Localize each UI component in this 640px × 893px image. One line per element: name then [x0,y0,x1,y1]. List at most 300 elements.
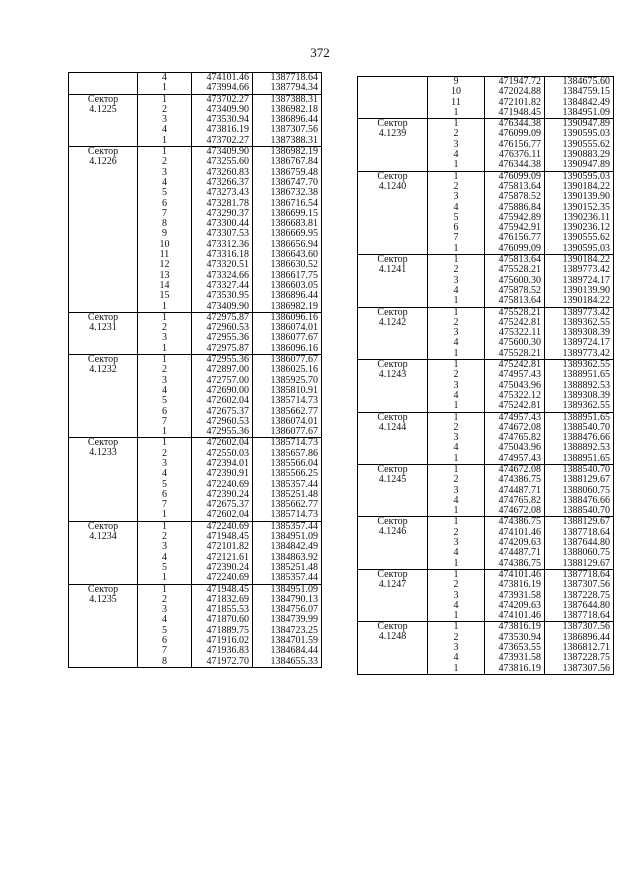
point-number: 2 [138,365,192,375]
coord-x: 473702.27 [192,94,253,105]
coord-x: 472390.91 [192,469,253,479]
point-number: 4 [428,150,485,160]
coord-y: 1386656.94 [253,240,322,250]
coord-x: 474487.71 [485,548,545,558]
coord-y: 1390595.03 [545,129,614,139]
point-number: 3 [428,381,485,391]
coord-x: 475878.52 [485,192,545,202]
point-number: 2 [138,449,192,459]
coord-x: 472240.69 [192,573,253,584]
coord-x: 471948.45 [192,532,253,542]
coord-y: 1389724.17 [545,338,614,348]
point-number: 7 [138,417,192,427]
coord-x: 476099.09 [485,244,545,255]
point-number: 4 [428,338,485,348]
coord-y: 1385251.48 [253,490,322,500]
coord-x: 471948.45 [192,584,253,595]
coord-x: 474672.08 [485,464,545,475]
point-number: 4 [428,391,485,401]
coord-x: 474101.46 [485,611,545,622]
coord-y: 1386096.16 [253,344,322,355]
coord-y: 1384723.25 [253,626,322,636]
point-number: 5 [138,480,192,490]
coord-x: 472955.36 [192,333,253,343]
point-number: 3 [428,486,485,496]
coord-x: 472955.36 [192,355,253,366]
coord-y: 1390139.90 [545,192,614,202]
point-number: 5 [138,396,192,406]
sector-name: Сектор 4.1235 [69,584,138,667]
coord-x: 471948.45 [485,108,545,119]
point-number: 4 [428,496,485,506]
coord-x: 472602.04 [192,510,253,521]
point-number: 4 [138,615,192,625]
coord-x: 476156.77 [485,233,545,243]
coord-x: 473931.58 [485,591,545,601]
coord-y: 1386699.15 [253,209,322,219]
coord-y: 1390595.03 [545,171,614,182]
coord-x: 471947.72 [485,77,545,88]
coord-x: 472240.69 [192,521,253,532]
coordinates-table-left [68,72,322,668]
sector-name: Сектор 4.1241 [358,255,428,307]
page-number: 372 [310,45,330,60]
table-body-right [358,77,614,675]
coord-x: 471889.75 [192,626,253,636]
sector-name: Сектор 4.1239 [358,119,428,171]
coord-x: 473530.94 [192,115,253,125]
coord-x: 475242.81 [485,360,545,371]
coord-x: 472975.87 [192,344,253,355]
sector-name: Сектор 4.1245 [358,464,428,516]
coord-y: 1388951.65 [545,370,614,380]
coord-x: 474487.71 [485,486,545,496]
coord-x: 473816.19 [485,622,545,633]
point-number: 1 [428,569,485,580]
coord-y: 1386077.67 [253,333,322,343]
coord-x: 475242.81 [485,401,545,412]
coord-x: 472121.61 [192,553,253,563]
coord-y: 1386812.71 [545,643,614,653]
coord-x: 476099.09 [485,171,545,182]
coord-x: 475528.21 [485,265,545,275]
coord-x: 474672.08 [485,506,545,517]
coord-x: 475813.64 [485,182,545,192]
point-number: 2 [428,528,485,538]
coord-x: 475528.21 [485,307,545,318]
coord-y: 1386896.44 [253,115,322,125]
coord-y: 1386096.16 [253,312,322,323]
coord-x: 474386.75 [485,559,545,570]
coord-x: 472897.00 [192,365,253,375]
point-number: 2 [428,475,485,485]
point-number: 2 [428,370,485,380]
coord-x: 473409.90 [192,302,253,313]
point-number: 2 [138,105,192,115]
coord-y: 1384842.49 [545,98,614,108]
coord-y: 1387718.64 [545,528,614,538]
coord-x: 476344.38 [485,119,545,130]
sector-name: Сектор 4.1226 [69,147,138,313]
point-number: 4 [428,653,485,663]
point-number: 3 [138,168,192,178]
coord-x: 471972.70 [192,657,253,668]
coord-y: 1386747.70 [253,178,322,188]
coord-x: 476099.09 [485,129,545,139]
coord-y: 1385714.73 [253,396,322,406]
coord-y: 1390947.89 [545,119,614,130]
coord-y: 1388060.75 [545,548,614,558]
point-number: 12 [138,260,192,270]
point-number: 2 [138,323,192,333]
coord-x: 473702.27 [192,136,253,147]
coord-y: 1384951.09 [253,532,322,542]
point-number: 4 [428,203,485,213]
coord-y: 1390883.29 [545,150,614,160]
coord-y: 1389724.17 [545,276,614,286]
coord-x: 472975.87 [192,312,253,323]
point-number: 11 [138,250,192,260]
point-number: 15 [138,291,192,301]
coord-x: 472101.82 [485,98,545,108]
coord-y: 1388540.70 [545,464,614,475]
sector-name: Сектор 4.1242 [358,307,428,359]
coord-y: 1389362.55 [545,401,614,412]
sector-name: Сектор 4.1247 [358,569,428,621]
point-number: 7 [138,209,192,219]
coord-y: 1387718.64 [253,73,322,84]
coord-y: 1390184.22 [545,296,614,307]
point-number: 2 [138,595,192,605]
coord-x: 475813.64 [485,255,545,266]
point-number: 6 [428,223,485,233]
coord-y: 1387228.75 [545,653,614,663]
coord-y: 1387644.80 [545,538,614,548]
point-number: 1 [428,412,485,423]
coord-y: 1390947.89 [545,160,614,171]
point-number: 1 [428,255,485,266]
coord-x: 476344.38 [485,160,545,171]
coord-y: 1386759.48 [253,168,322,178]
point-number: 2 [138,157,192,167]
coord-y: 1387228.75 [545,591,614,601]
coord-x: 473931.58 [485,653,545,663]
coord-y: 1387388.31 [253,136,322,147]
coord-x: 475600.30 [485,338,545,348]
point-number: 1 [428,171,485,182]
coord-x: 473409.90 [192,147,253,158]
coord-x: 473300.44 [192,219,253,229]
point-number: 5 [138,626,192,636]
point-number: 1 [428,506,485,517]
coord-y: 1384756.07 [253,605,322,615]
point-number: 3 [428,538,485,548]
coord-x: 472690.00 [192,386,253,396]
sector-name: Сектор 4.1232 [69,355,138,438]
coord-x: 474765.82 [485,496,545,506]
point-number: 4 [138,178,192,188]
point-number: 1 [428,296,485,307]
coord-x: 472960.53 [192,323,253,333]
point-number: 1 [428,611,485,622]
coord-x: 475322.11 [485,328,545,338]
point-number: 2 [428,129,485,139]
coord-x: 472602.04 [192,438,253,449]
sector-name [358,77,428,119]
point-number: 9 [138,229,192,239]
point-number: 3 [138,333,192,343]
coord-x: 475886.84 [485,203,545,213]
coord-y: 1388540.70 [545,423,614,433]
coord-x: 475043.96 [485,443,545,453]
point-number: 3 [138,605,192,615]
coord-y: 1389773.42 [545,349,614,360]
point-number: 3 [428,591,485,601]
coord-x: 474101.46 [485,569,545,580]
point-number: 7 [138,500,192,510]
coord-y: 1386982.19 [253,147,322,158]
coord-y: 1388476.66 [545,496,614,506]
point-number: 1 [138,302,192,313]
coord-x: 476156.77 [485,140,545,150]
coord-x: 475813.64 [485,296,545,307]
point-number: 8 [138,219,192,229]
point-number: 1 [138,584,192,595]
coord-y: 1385566.25 [253,469,322,479]
point-number: 3 [428,276,485,286]
coord-x: 474957.43 [485,370,545,380]
coord-y: 1385357.44 [253,573,322,584]
sector-name: Сектор 4.1231 [69,312,138,354]
coord-y: 1390236.12 [545,223,614,233]
coord-x: 471832.69 [192,595,253,605]
point-number: 1 [428,108,485,119]
sector-name: Сектор 4.1243 [358,360,428,412]
coord-y: 1385925.70 [253,376,322,386]
coord-x: 473994.66 [192,83,253,94]
coord-y: 1390139.90 [545,286,614,296]
coord-x: 475322.12 [485,391,545,401]
coord-y: 1384790.13 [253,595,322,605]
coord-x: 472955.36 [192,427,253,438]
point-number: 5 [138,563,192,573]
coord-y: 1390595.03 [545,244,614,255]
point-number: 2 [428,182,485,192]
point-number: 3 [138,376,192,386]
coord-y: 1386074.01 [253,323,322,333]
table-body-left [69,73,322,668]
point-number: 1 [428,307,485,318]
sector-name: Сектор 4.1246 [358,517,428,569]
coord-y: 1386617.75 [253,271,322,281]
coord-y: 1386732.38 [253,188,322,198]
point-number: 4 [138,553,192,563]
point-number: 4 [138,386,192,396]
coord-y: 1390184.22 [545,255,614,266]
point-number: 1 [138,94,192,105]
coord-x: 472550.03 [192,449,253,459]
point-number: 1 [428,622,485,633]
coord-x: 475878.52 [485,286,545,296]
coord-y: 1386077.67 [253,355,322,366]
coord-x: 473530.95 [192,291,253,301]
coord-y: 1385357.44 [253,480,322,490]
coord-y: 1385357.44 [253,521,322,532]
point-number: 10 [138,240,192,250]
coord-x: 472390.24 [192,563,253,573]
coord-x: 472394.01 [192,459,253,469]
point-number: 1 [138,136,192,147]
sector-name: Сектор 4.1234 [69,521,138,584]
coord-x: 474386.75 [485,475,545,485]
coord-y: 1387307.56 [253,125,322,135]
coord-y: 1388476.66 [545,433,614,443]
point-number: 3 [138,115,192,125]
coord-x: 475242.81 [485,318,545,328]
coord-y: 1386896.44 [545,633,614,643]
point-number: 4 [428,548,485,558]
point-number: 9 [428,77,485,88]
point-number: 1 [138,573,192,584]
point-number: 13 [138,271,192,281]
coord-y: 1388129.67 [545,559,614,570]
coord-x: 473530.94 [485,633,545,643]
coord-y: 1384951.09 [545,108,614,119]
coord-x: 472675.37 [192,500,253,510]
coord-y: 1390236.11 [545,213,614,223]
coord-x: 473653.55 [485,643,545,653]
point-number: 1 [428,454,485,465]
coord-y: 1386669.95 [253,229,322,239]
coord-y: 1386077.67 [253,427,322,438]
point-number: 1 [428,349,485,360]
coord-y: 1388892.53 [545,381,614,391]
coord-x: 473266.37 [192,178,253,188]
point-number: 1 [138,147,192,158]
coord-x: 473273.43 [192,188,253,198]
point-number: 11 [428,98,485,108]
point-number: 5 [138,188,192,198]
coord-x: 473290.37 [192,209,253,219]
coord-y: 1387307.56 [545,664,614,675]
coord-y: 1389362.55 [545,360,614,371]
point-number: 1 [428,160,485,171]
point-number: 1 [428,559,485,570]
point-number: 10 [428,87,485,97]
coord-y: 1385810.91 [253,386,322,396]
coord-y: 1388951.65 [545,412,614,423]
coord-x: 474672.08 [485,423,545,433]
coord-y: 1387644.80 [545,601,614,611]
point-number: 5 [428,213,485,223]
coord-x: 472675.37 [192,407,253,417]
coord-x: 472101.82 [192,542,253,552]
point-number: 8 [138,657,192,668]
coord-y: 1385714.73 [253,510,322,521]
point-number: 2 [428,265,485,275]
coord-x: 473409.90 [192,105,253,115]
coord-x: 473327.44 [192,281,253,291]
coord-x: 473307.53 [192,229,253,239]
coord-x: 474209.63 [485,601,545,611]
point-number: 1 [428,464,485,475]
coord-x: 476376.11 [485,150,545,160]
coord-y: 1388540.70 [545,506,614,517]
point-number: 1 [138,344,192,355]
point-number: 6 [138,490,192,500]
coord-y: 1386074.01 [253,417,322,427]
coord-x: 474765.82 [485,433,545,443]
point-number: 1 [138,355,192,366]
coord-x: 471936.83 [192,646,253,656]
coord-x: 475600.30 [485,276,545,286]
coord-x: 473312.36 [192,240,253,250]
sector-name [69,73,138,95]
coord-x: 473324.66 [192,271,253,281]
coord-x: 473316.18 [192,250,253,260]
coord-y: 1387794.34 [253,83,322,94]
point-number: 6 [138,199,192,209]
coord-y: 1384759.15 [545,87,614,97]
coord-y: 1387307.56 [545,580,614,590]
point-number: 3 [428,328,485,338]
coord-y: 1385714.73 [253,438,322,449]
point-number: 3 [428,192,485,202]
coord-y: 1386982.18 [253,105,322,115]
point-number: 1 [428,244,485,255]
point-number: 4 [428,286,485,296]
coord-x: 474101.46 [485,528,545,538]
point-number: 1 [428,517,485,528]
coord-y: 1386630.52 [253,260,322,270]
coord-y: 1388892.53 [545,443,614,453]
coord-y: 1385566.04 [253,459,322,469]
point-number: 3 [428,643,485,653]
coord-x: 474957.43 [485,412,545,423]
coord-y: 1385662.77 [253,407,322,417]
coord-y: 1386683.81 [253,219,322,229]
coord-y: 1389308.39 [545,328,614,338]
coord-y: 1386767.84 [253,157,322,167]
coord-x: 471870.60 [192,615,253,625]
coord-x: 471916.02 [192,636,253,646]
point-number: 1 [428,360,485,371]
point-number: 6 [138,636,192,646]
coord-x: 472390.24 [192,490,253,500]
coord-y: 1389773.42 [545,265,614,275]
coord-x: 472960.53 [192,417,253,427]
coord-y: 1384675.60 [545,77,614,88]
coord-x: 474101.46 [192,73,253,84]
coord-y: 1386896.44 [253,291,322,301]
point-number: 2 [428,423,485,433]
point-number: 4 [138,73,192,84]
coord-x: 471855.53 [192,605,253,615]
point-number: 1 [138,427,192,438]
point-number: 1 [428,664,485,675]
point-number: 4 [428,601,485,611]
coord-x: 473816.19 [192,125,253,135]
coord-y: 1390555.62 [545,140,614,150]
point-number: 6 [138,407,192,417]
coord-x: 473816.19 [485,664,545,675]
coord-y: 1384655.33 [253,657,322,668]
coord-y: 1387388.31 [253,94,322,105]
coord-x: 472240.69 [192,480,253,490]
sector-name: Сектор 4.1233 [69,438,138,521]
coord-x: 472602.04 [192,396,253,406]
coord-y: 1386643.60 [253,250,322,260]
